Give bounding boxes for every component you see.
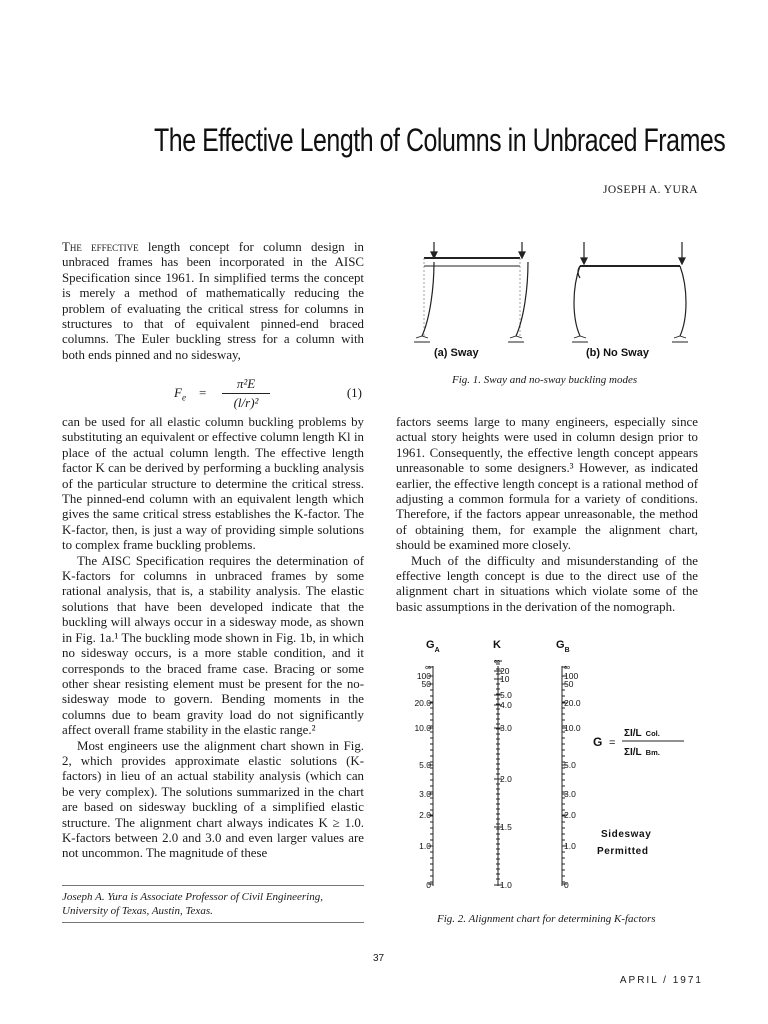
- euler-equation: [62, 376, 364, 410]
- fig1-label-a: (a) Sway: [434, 347, 479, 359]
- intro-paragraph: [62, 240, 364, 363]
- fig1-label-b: (b) No Sway: [586, 347, 649, 359]
- k-tick-label: 1.5: [500, 822, 512, 832]
- ga-label: $G_A$: [426, 639, 440, 654]
- equation-numerator: π²E: [236, 376, 256, 391]
- no-sway-frame: [572, 242, 688, 342]
- sidesway-note-line1: Sidesway: [601, 829, 652, 840]
- k-tick-label: 1.0: [500, 880, 512, 890]
- k-tick-label: 4.0: [500, 700, 512, 710]
- body-paragraph: factors seems large to many engineers, especially since actual story heights were used in column design prior to 1961. Consequently, the effective length concept appears unreasonable to some designers.³ However, as indicated earlier, the effective length concept is a rational method of adjusting a common formula for a variety of conditions. Therefore, if the factors appear unreasonable, the method of obtaining them, for example the alignment chart, should be examined more closely.: [396, 415, 698, 553]
- gb-label: $G_B$: [556, 639, 570, 654]
- article-title: The Effective Length of Columns in Unbraced Frames: [154, 122, 726, 158]
- right-column-body: [396, 415, 698, 615]
- gb-tick-label: 10.0: [564, 723, 581, 733]
- body-paragraph: The AISC Specification requires the determination of K-factors for columns in unbraced frames by some rational analysis, that is, a stability analysis. The elastic solutions that have been developed indicate that the buckling will always occur in a sidesway mode, as shown in Fig. 1a.¹ The buckling mode shown in Fig. 1b, in which no sidesway occurs, is a more stable condition, and it corresponds to the braced frame case. Bracing or some other shear resisting element must be present for the no-sidesway mode to govern. Bending moments in the columns due to beam gravity load do not significantly affect overall frame stability in the elastic range.²: [62, 553, 364, 738]
- k-tick-label: 2.0: [500, 774, 512, 784]
- formula-equals: =: [609, 737, 616, 749]
- ga-tick-label: 10.0: [414, 723, 431, 733]
- ga-tick-label: 2.0: [419, 810, 431, 820]
- k-tick-label: 20: [500, 666, 510, 676]
- body-paragraph: can be used for all elastic column buckling problems by substituting an equivalent or effective column length Kl in place of the actual column length. The effective length factor K can be derived by performing a buckling analysis of the particular structure to determine the critical stress. The pinned-end column with an equivalent length which gives the same critical stress establishes the K-factor. The K-factor, then, is just a way of providing simple solutions to complex frame buckling problems.: [62, 415, 364, 553]
- g-formula: [593, 728, 684, 758]
- ga-tick-label: 1.0: [419, 841, 431, 851]
- gb-tick-label: 5.0: [564, 760, 576, 770]
- gb-tick-label: 100: [564, 671, 579, 681]
- figure-1-caption: Fig. 1. Sway and no-sway buckling modes: [452, 374, 638, 386]
- formula-denominator: ΣI/L Bm.: [624, 747, 660, 758]
- gb-tick-label: 50: [564, 679, 574, 689]
- figure-2-alignment-chart: [384, 634, 704, 896]
- left-column-body: [62, 415, 364, 862]
- sway-frame: [414, 242, 528, 342]
- body-paragraph: Most engineers use the alignment chart shown in Fig. 2, which provides approximate elastic solutions (K-factors) in lieu of an actual stability analysis (which can be very complex). The solutions summarized in the chart are based on sidesway buckling of a simplified elastic structure. The alignment chart always indicates K ≥ 1.0. K-factors between 2.0 and 3.0 and even larger values are not uncommon. The magnitude of these: [62, 738, 364, 861]
- body-paragraph: Much of the difficulty and misunderstanding of the effective length concept is due to the direct use of the alignment chart in situations which violate some of the basic assumptions in the derivation of the nomograph.: [396, 553, 698, 614]
- author-footnote: Joseph A. Yura is Associate Professor of Civil Engineering, University of Texas, Austin, Texas.: [62, 891, 323, 917]
- equation-number: (1): [346, 385, 362, 400]
- ga-tick-label: 50: [421, 679, 431, 689]
- ga-tick-label: 5.0: [419, 760, 431, 770]
- footnote-rule: [62, 922, 364, 923]
- intro-lead: The effective: [62, 240, 139, 254]
- ga-tick-label: 0: [426, 880, 431, 890]
- footnote-rule: [62, 885, 364, 886]
- equation-lhs: $F_e$: [174, 385, 186, 403]
- gb-tick-label: 20.0: [564, 698, 581, 708]
- figure-2-caption: Fig. 2. Alignment chart for determining K-factors: [437, 913, 656, 925]
- k-tick-label: 10: [500, 674, 510, 684]
- ga-tick-label: ∞: [424, 662, 431, 672]
- ga-tick-label: 100: [416, 671, 431, 681]
- gb-tick-label: 1.0: [564, 841, 576, 851]
- ga-tick-label: 20.0: [414, 698, 431, 708]
- sidesway-note-line2: Permitted: [597, 846, 649, 857]
- equation-denominator: (l/r)²: [233, 395, 259, 410]
- author-name: JOSEPH A. YURA: [603, 184, 698, 196]
- k-tick-label: 3.0: [500, 723, 512, 733]
- gb-tick-label: 3.0: [564, 789, 576, 799]
- page-number: 37: [373, 953, 385, 964]
- gb-tick-label: ∞: [564, 662, 571, 672]
- gb-tick-label: 0: [564, 880, 569, 890]
- k-label: K: [493, 639, 501, 651]
- ga-tick-label: 3.0: [419, 789, 431, 799]
- intro-text: length concept for column design in unbraced frames has been incorporated in the AISC Specification since 1961. In simplified terms the concept is merely a method of mathematically reducing the problem of evaluating the critical stress for columns in structures to that of equivalent pinned-end braced columns. The Euler buckling stress for a column with both ends pinned and no sidesway,: [62, 240, 364, 362]
- gb-tick-label: 2.0: [564, 810, 576, 820]
- equation-fraction-bar: [222, 393, 270, 394]
- formula-numerator: ΣI/L Col.: [624, 728, 660, 739]
- k-tick-label: ∞: [494, 656, 501, 666]
- formula-g: G: [593, 735, 603, 749]
- issue-date: APRIL / 1971: [619, 975, 703, 986]
- k-tick-label: 5.0: [500, 690, 512, 700]
- equation-equals: =: [199, 385, 207, 400]
- figure-1-buckling-modes: [400, 238, 700, 366]
